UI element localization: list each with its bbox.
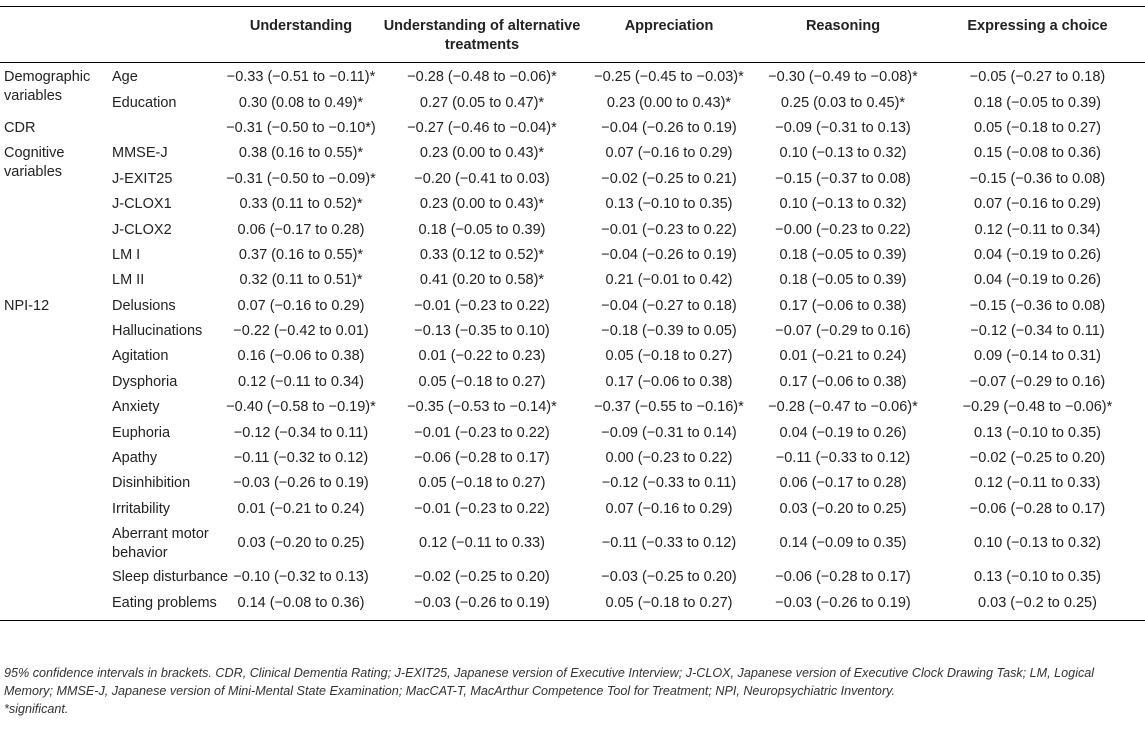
- cell-appreciation: −0.04 (−0.26 to 0.19): [601, 246, 737, 263]
- row-group: NPI-12: [4, 297, 50, 314]
- cell-choice: −0.02 (−0.25 to 0.20): [969, 450, 1106, 467]
- cell-understanding: 0.03 (−0.20 to 0.25): [237, 535, 365, 552]
- header-understanding-alt: Understanding of alternative treatments: [383, 18, 581, 53]
- cell-choice: −0.07 (−0.29 to 0.16): [969, 373, 1106, 390]
- row-group: [0, 243, 108, 246]
- row-variable: Apathy: [112, 450, 158, 467]
- cell-understanding-alt: −0.27 (−0.46 to −0.04)*: [407, 119, 557, 136]
- table-row: [0, 116, 1145, 141]
- cell-appreciation: −0.04 (−0.27 to 0.18): [601, 297, 737, 314]
- cell-appreciation: −0.03 (−0.25 to 0.20): [601, 569, 737, 586]
- cell-understanding-alt: 0.27 (0.05 to 0.47)*: [419, 94, 545, 111]
- row-variable: Agitation: [112, 348, 169, 365]
- cell-understanding: −0.11 (−0.32 to 0.12): [233, 450, 369, 467]
- row-variable: LM II: [112, 272, 145, 289]
- cell-understanding: −0.10 (−0.32 to 0.13): [233, 569, 369, 586]
- cell-appreciation: 0.05 (−0.18 to 0.27): [605, 594, 733, 611]
- cell-understanding: 0.06 (−0.17 to 0.28): [237, 221, 365, 238]
- cell-choice: 0.07 (−0.16 to 0.29): [974, 196, 1101, 213]
- row-group: [0, 90, 108, 93]
- cell-understanding-alt: −0.20 (−0.41 to 0.03): [414, 170, 550, 187]
- cell-understanding-alt: 0.01 (−0.22 to 0.23): [418, 348, 546, 365]
- cell-understanding: 0.30 (0.08 to 0.49)*: [238, 94, 364, 111]
- cell-reasoning: −0.06 (−0.28 to 0.17): [775, 569, 911, 586]
- row-group: [0, 370, 108, 373]
- cell-understanding-alt: 0.05 (−0.18 to 0.27): [418, 475, 546, 492]
- cell-appreciation: 0.05 (−0.18 to 0.27): [605, 348, 733, 365]
- cell-understanding-alt: 0.12 (−0.11 to 0.33): [419, 535, 545, 552]
- cell-understanding-alt: −0.35 (−0.53 to −0.14)*: [407, 399, 557, 416]
- cell-understanding-alt: 0.18 (−0.05 to 0.39): [418, 221, 546, 238]
- cell-reasoning: 0.25 (0.03 to 0.45)*: [780, 94, 906, 111]
- cell-understanding: 0.37 (0.16 to 0.55)*: [238, 246, 364, 263]
- cell-understanding: −0.31 (−0.50 to −0.10*): [226, 119, 376, 136]
- cell-reasoning: 0.17 (−0.06 to 0.38): [779, 297, 907, 314]
- cell-reasoning: −0.15 (−0.37 to 0.08): [775, 170, 911, 187]
- table-row: [0, 294, 1145, 319]
- cell-choice: −0.12 (−0.34 to 0.11): [970, 323, 1105, 340]
- cell-choice: −0.06 (−0.28 to 0.17): [969, 500, 1106, 517]
- cell-reasoning: −0.00 (−0.23 to 0.22): [775, 221, 911, 238]
- row-variable: Sleep disturbance: [112, 569, 229, 586]
- row-group: [0, 167, 108, 170]
- cell-appreciation: −0.18 (−0.39 to 0.05): [601, 323, 737, 340]
- cell-choice: −0.15 (−0.36 to 0.08): [969, 297, 1106, 314]
- row-variable: Hallucinations: [112, 323, 203, 340]
- row-variable: Eating problems: [112, 594, 217, 611]
- cell-understanding: −0.12 (−0.34 to 0.11): [233, 424, 369, 441]
- table-header: [0, 7, 1145, 62]
- cell-reasoning: 0.01 (−0.21 to 0.24): [779, 348, 907, 365]
- table-row: [0, 90, 1145, 115]
- row-group: Demographic variables: [4, 69, 91, 104]
- cell-choice: 0.04 (−0.19 to 0.26): [974, 272, 1101, 289]
- cell-reasoning: 0.03 (−0.20 to 0.25): [779, 500, 907, 517]
- row-group: [0, 344, 108, 347]
- table-row: [0, 217, 1145, 242]
- table-footnote: [4, 664, 1142, 718]
- cell-reasoning: 0.10 (−0.13 to 0.32): [779, 145, 907, 162]
- table-row: [0, 268, 1145, 293]
- cell-understanding: −0.40 (−0.58 to −0.19)*: [226, 399, 376, 416]
- cell-appreciation: −0.09 (−0.31 to 0.14): [601, 424, 737, 441]
- cell-reasoning: 0.18 (−0.05 to 0.39): [779, 246, 907, 263]
- table-row: [0, 167, 1145, 192]
- row-variable: Dysphoria: [112, 373, 178, 390]
- table-row: [0, 522, 1145, 565]
- row-variable: MMSE-J: [112, 145, 168, 162]
- cell-reasoning: −0.11 (−0.33 to 0.12): [775, 450, 911, 467]
- cell-understanding: −0.03 (−0.26 to 0.19): [233, 475, 369, 492]
- cell-reasoning: 0.17 (−0.06 to 0.38): [779, 373, 907, 390]
- cell-choice: 0.13 (−0.10 to 0.35): [974, 569, 1101, 586]
- cell-understanding-alt: −0.28 (−0.48 to −0.06)*: [407, 69, 557, 86]
- cell-reasoning: 0.04 (−0.19 to 0.26): [779, 424, 907, 441]
- cell-reasoning: 0.18 (−0.05 to 0.39): [779, 272, 907, 289]
- cell-appreciation: −0.12 (−0.33 to 0.11): [601, 475, 737, 492]
- cell-appreciation: 0.17 (−0.06 to 0.38): [605, 373, 733, 390]
- cell-choice: 0.03 (−0.2 to 0.25): [978, 594, 1097, 611]
- row-variable: LM I: [112, 246, 141, 263]
- header-group-blank: [0, 7, 108, 62]
- cell-appreciation: 0.07 (−0.16 to 0.29): [605, 145, 733, 162]
- row-variable: Delusions: [112, 297, 176, 314]
- cell-choice: −0.29 (−0.48 to −0.06)*: [962, 399, 1113, 416]
- row-group: [0, 217, 108, 220]
- cell-understanding-alt: 0.41 (0.20 to 0.58)*: [419, 272, 545, 289]
- cell-appreciation: 0.23 (0.00 to 0.43)*: [606, 94, 732, 111]
- row-group: [0, 268, 108, 271]
- row-group: CDR: [4, 119, 36, 136]
- cell-choice: 0.18 (−0.05 to 0.39): [974, 94, 1101, 111]
- cell-understanding-alt: −0.13 (−0.35 to 0.10): [414, 323, 550, 340]
- footnote-significance: *significant.: [4, 702, 69, 716]
- cell-appreciation: 0.00 (−0.23 to 0.22): [605, 450, 733, 467]
- table-row: [0, 370, 1145, 395]
- cell-choice: −0.05 (−0.27 to 0.18): [969, 69, 1106, 86]
- table-row: [0, 471, 1145, 496]
- cell-choice: 0.09 (−0.14 to 0.31): [974, 348, 1101, 365]
- cell-understanding-alt: −0.03 (−0.26 to 0.19): [414, 594, 550, 611]
- row-variable: Disinhibition: [112, 475, 191, 492]
- cell-choice: 0.04 (−0.19 to 0.26): [974, 246, 1101, 263]
- row-variable: Irritability: [112, 500, 171, 517]
- row-group: [0, 497, 108, 500]
- cell-reasoning: −0.07 (−0.29 to 0.16): [775, 323, 911, 340]
- cell-reasoning: −0.09 (−0.31 to 0.13): [775, 119, 911, 136]
- cell-appreciation: 0.07 (−0.16 to 0.29): [605, 500, 733, 517]
- table-row: [0, 243, 1145, 268]
- row-group: [0, 446, 108, 449]
- cell-understanding-alt: −0.01 (−0.23 to 0.22): [414, 500, 550, 517]
- cell-reasoning: 0.14 (−0.09 to 0.35): [779, 535, 907, 552]
- header-appreciation: Appreciation: [624, 18, 714, 34]
- cell-understanding-alt: 0.23 (0.00 to 0.43)*: [419, 196, 545, 213]
- row-group: [0, 522, 108, 525]
- cell-appreciation: −0.11 (−0.33 to 0.12): [601, 535, 737, 552]
- row-group: [0, 192, 108, 195]
- header-understanding: Understanding: [249, 18, 353, 34]
- table-row: [0, 497, 1145, 522]
- row-group: [0, 565, 108, 568]
- row-variable: Euphoria: [112, 424, 171, 441]
- cell-understanding-alt: 0.05 (−0.18 to 0.27): [418, 373, 546, 390]
- header-reasoning: Reasoning: [805, 18, 881, 34]
- cell-reasoning: 0.06 (−0.17 to 0.28): [779, 475, 907, 492]
- cell-understanding: 0.01 (−0.21 to 0.24): [237, 500, 365, 517]
- footnote-text: 95% confidence intervals in brackets. CDR, Clinical Dementia Rating; J-EXIT25, Japanese version of Executive Interview; J-CLOX, Japanese version of Executive Clock Drawing Task; LM, Logical Memory; MMSE-J, Japanese version of Mini-Mental State Examination; MacCAT-T, MacArthur Competence Tool for Treatment; NPI, Neuropsychiatric Inventory.: [4, 666, 1095, 698]
- table-row: [0, 395, 1145, 420]
- row-group: [0, 420, 108, 423]
- cell-understanding-alt: −0.01 (−0.23 to 0.22): [414, 297, 550, 314]
- cell-understanding: −0.33 (−0.51 to −0.11)*: [226, 69, 376, 86]
- cell-appreciation: 0.13 (−0.10 to 0.35): [605, 196, 733, 213]
- table-row: [0, 344, 1145, 369]
- table-row: [0, 565, 1145, 590]
- cell-understanding-alt: 0.23 (0.00 to 0.43)*: [419, 145, 545, 162]
- cell-reasoning: 0.10 (−0.13 to 0.32): [779, 196, 907, 213]
- cell-understanding: −0.22 (−0.42 to 0.01): [233, 323, 369, 340]
- cell-choice: 0.05 (−0.18 to 0.27): [974, 119, 1101, 136]
- cell-appreciation: −0.01 (−0.23 to 0.22): [601, 221, 737, 238]
- cell-understanding-alt: −0.02 (−0.25 to 0.20): [414, 569, 550, 586]
- cell-appreciation: 0.21 (−0.01 to 0.42): [605, 272, 733, 289]
- cell-appreciation: −0.25 (−0.45 to −0.03)*: [594, 69, 744, 86]
- cell-choice: 0.10 (−0.13 to 0.32): [974, 535, 1101, 552]
- cell-choice: −0.15 (−0.36 to 0.08): [969, 170, 1106, 187]
- row-group: Cognitive variables: [4, 145, 65, 181]
- cell-understanding-alt: −0.01 (−0.23 to 0.22): [414, 424, 550, 441]
- row-group: [0, 319, 108, 322]
- row-variable: Anxiety: [112, 399, 160, 416]
- row-variable: J-CLOX1: [112, 196, 172, 213]
- cell-understanding: 0.07 (−0.16 to 0.29): [237, 297, 365, 314]
- cell-reasoning: −0.30 (−0.49 to −0.08)*: [768, 69, 918, 86]
- table-row: [0, 590, 1145, 615]
- row-group: [0, 395, 108, 398]
- row-group: [0, 471, 108, 474]
- cell-understanding: 0.12 (−0.11 to 0.34): [238, 373, 364, 390]
- header-choice: Expressing a choice: [967, 18, 1108, 34]
- row-variable: Age: [112, 69, 138, 86]
- cell-appreciation: −0.37 (−0.55 to −0.16)*: [594, 399, 744, 416]
- table-row: [0, 319, 1145, 344]
- row-group: [0, 590, 108, 593]
- cell-choice: 0.15 (−0.08 to 0.36): [974, 145, 1101, 162]
- row-variable: Aberrant motor behavior: [112, 525, 209, 561]
- cell-understanding: 0.32 (0.11 to 0.51)*: [239, 272, 363, 289]
- cell-understanding: 0.16 (−0.06 to 0.38): [237, 348, 365, 365]
- cell-understanding: 0.33 (0.11 to 0.52)*: [239, 196, 363, 213]
- cell-choice: 0.12 (−0.11 to 0.34): [974, 221, 1101, 238]
- row-variable: J-CLOX2: [112, 221, 172, 238]
- cell-appreciation: −0.02 (−0.25 to 0.21): [601, 170, 737, 187]
- cell-understanding-alt: −0.06 (−0.28 to 0.17): [414, 450, 550, 467]
- cell-choice: 0.12 (−0.11 to 0.33): [974, 475, 1101, 492]
- cell-reasoning: −0.28 (−0.47 to −0.06)*: [768, 399, 918, 416]
- cell-understanding: 0.38 (0.16 to 0.55)*: [238, 145, 364, 162]
- cell-choice: 0.13 (−0.10 to 0.35): [974, 424, 1101, 441]
- cell-understanding-alt: 0.33 (0.12 to 0.52)*: [419, 246, 545, 263]
- table-row: [0, 192, 1145, 217]
- bottom-rule: [0, 620, 1145, 621]
- cell-reasoning: −0.03 (−0.26 to 0.19): [775, 594, 911, 611]
- table-row: [0, 446, 1145, 471]
- table-body: [0, 63, 1145, 620]
- cell-understanding: 0.14 (−0.08 to 0.36): [237, 594, 365, 611]
- cell-appreciation: −0.04 (−0.26 to 0.19): [601, 119, 737, 136]
- cell-understanding: −0.31 (−0.50 to −0.09)*: [226, 170, 376, 187]
- header-var-blank: [108, 7, 220, 62]
- row-variable: J-EXIT25: [112, 170, 173, 187]
- row-variable: Education: [112, 94, 177, 111]
- table-row: [0, 420, 1145, 445]
